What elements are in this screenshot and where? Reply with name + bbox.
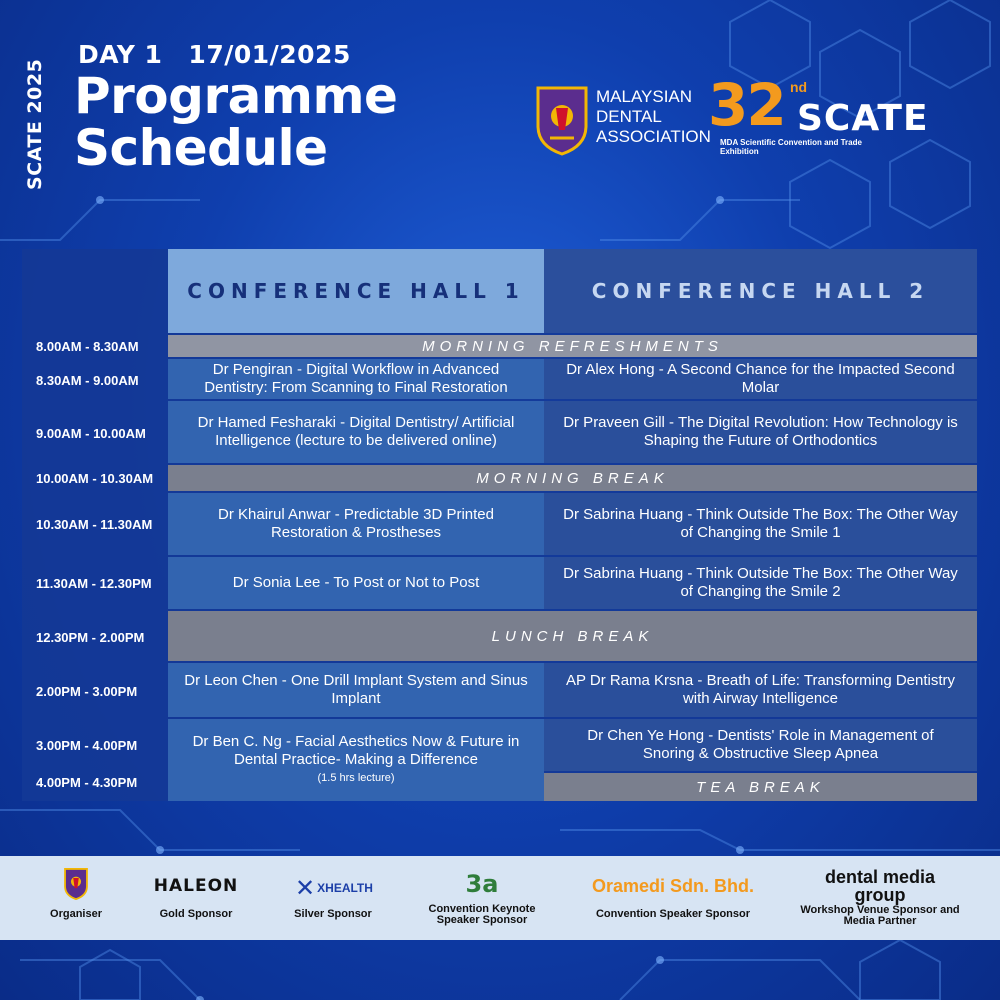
day-date-line [78,40,377,69]
session-hall2-1500: Dr Chen Ye Hong - Dentists' Role in Management of Snoring & Obstructive Sleep Apnea [544,719,977,771]
title-line-1: Programme [74,67,398,125]
session-hall2-1130: Dr Sabrina Huang - Think Outside The Box: The Other Way of Changing the Smile 2 [544,557,977,609]
sponsor-label-workshop: Workshop Venue Sponsor and Media Partner [800,904,960,927]
session-hall2-0900: Dr Praveen Gill - The Digital Revolution: How Technology is Shaping the Future of Orthodontics [544,401,977,463]
mda-name [596,87,711,147]
time-slot: 9.00AM - 10.00AM [36,425,146,441]
morning-refreshments-row: MORNING REFRESHMENTS [168,335,977,357]
session-hall2-1030: Dr Sabrina Huang - Think Outside The Box: The Other Way of Changing the Smile 1 [544,493,977,555]
mda-shield-logo [536,86,588,156]
sponsor-label-gold: Gold Sponsor [159,908,233,920]
session-hall1-0900: Dr Hamed Fesharaki - Digital Dentistry/ Artificial Intelligence (lecture to be delivered online) [168,401,544,463]
mda-organiser-logo [63,868,89,900]
time-slot: 8.00AM - 8.30AM [36,338,139,354]
session-hall1-1130: Dr Sonia Lee - To Post or Not to Post [168,557,544,609]
xhealth-wordmark: XHEALTH [317,881,373,895]
haleon-logo: HALEON [153,876,239,896]
session-hall1-0830: Dr Pengiran - Digital Workflow in Advanced Dentistry: From Scanning to Final Restoration [168,359,544,399]
time-slot: 4.00PM - 4.30PM [36,774,138,790]
sponsor-label-convention: Convention Speaker Sponsor [595,908,751,920]
time-slot: 10.00AM - 10.30AM [36,470,154,486]
scate-subtitle: MDA Scientific Convention and Trade Exhibition [720,138,862,156]
oramedi-logo: Oramedi Sdn. Bhd. [591,876,755,896]
xhealth-logo [288,874,380,902]
3a-logo: 3a [465,870,499,898]
mda-line-1: MALAYSIAN [596,87,693,106]
title-line-2: Schedule [74,119,328,177]
session-hall1-1400: Dr Leon Chen - One Drill Implant System and Sinus Implant [168,663,544,717]
mda-line-3: ASSOCIATION [596,127,711,146]
session-hall1-1500 [168,719,544,801]
page-title [74,67,398,177]
time-slot: 11.30AM - 12.30PM [36,575,152,591]
session-hall2-0830: Dr Alex Hong - A Second Chance for the Impacted Second Molar [544,359,977,399]
xhealth-x-icon: ✕ [295,874,316,902]
time-slot: 8.30AM - 9.00AM [36,372,139,388]
time-slot: 3.00PM - 4.00PM [36,737,138,753]
session-hall2-1400: AP Dr Rama Krsna - Breath of Life: Transforming Dentistry with Airway Intelligence [544,663,977,717]
sponsor-label-silver: Silver Sponsor [294,908,372,920]
time-slot: 10.30AM - 11.30AM [36,516,153,532]
scate-edition-suffix: nd [790,79,808,95]
tea-break-row: TEA BREAK [544,773,977,801]
session-hall1-1500-title: Dr Ben C. Ng - Facial Aesthetics Now & Future in Dental Practice- Making a Difference [192,733,520,768]
time-slot: 2.00PM - 3.00PM [36,683,138,699]
schedule-table [22,249,977,801]
time-slot: 12.30PM - 2.00PM [36,629,145,645]
sponsor-label-keynote: Convention Keynote Speaker Sponsor [428,903,536,926]
scate-2025-vertical-tag: SCATE 2025 [24,58,46,190]
sponsor-bar [0,856,1000,940]
hall-1-header: CONFERENCE HALL 1 [168,249,544,333]
scate-wordmark: SCATE [797,98,929,139]
sponsor-label-organiser: Organiser [50,908,102,920]
morning-break-row: MORNING BREAK [168,465,977,491]
date-label: 17/01/2025 [188,40,351,69]
session-hall1-1030: Dr Khairul Anwar - Predictable 3D Printed Restoration & Prostheses [168,493,544,555]
dental-media-group-logo: dental media group [824,867,936,905]
hall-2-header: CONFERENCE HALL 2 [544,249,977,333]
day-label: DAY 1 [78,40,163,69]
lunch-break-row: LUNCH BREAK [168,611,977,661]
mda-line-2: DENTAL [596,107,662,126]
session-hall1-1500-note: (1.5 hrs lecture) [317,772,395,784]
scate-edition-number: 32 [708,71,785,139]
